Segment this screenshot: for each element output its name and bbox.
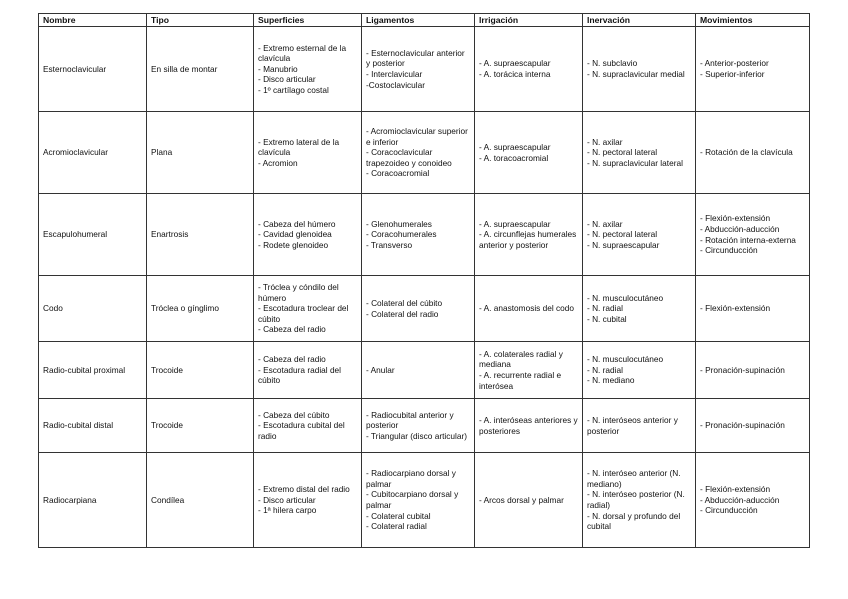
cell-line: - Cabeza del húmero (258, 218, 336, 229)
cell-line: - N. pectoral lateral (587, 229, 658, 240)
cell-line: - Anterior-posterior (700, 58, 769, 69)
cell-ligamentos (362, 27, 475, 112)
cell-movimientos (696, 112, 810, 194)
cell-line: - Disco articular (258, 74, 316, 85)
cell-line: - 1º cartílago costal (258, 84, 329, 95)
cell-superficies (254, 453, 362, 548)
cell-tipo: En silla de montar (147, 27, 254, 112)
cell-line: - Triangular (disco articular) (366, 430, 467, 441)
cell-irrigacion (475, 453, 583, 548)
cell-irrigacion (475, 342, 583, 399)
cell-irrigacion (475, 194, 583, 276)
cell-irrigacion (475, 112, 583, 194)
cell-superficies (254, 399, 362, 453)
cell-line: - Extremo lateral de la clavícula (258, 136, 340, 158)
cell-line: - N. pectoral lateral (587, 147, 658, 158)
cell-tipo: Tróclea o gínglimo (147, 276, 254, 342)
cell-line: - Coracoclavicular trapezoideo y conoideo (366, 147, 452, 168)
cell-irrigacion (475, 276, 583, 342)
cell-line: - N. interóseo anterior (N. mediano) (587, 468, 681, 489)
cell-nombre: Radio-cubital proximal (39, 342, 147, 399)
table-row (39, 453, 810, 548)
cell-ligamentos (362, 399, 475, 453)
cell-ligamentos (362, 112, 475, 194)
cell-line: - N. interóseos anterior y posterior (587, 414, 678, 436)
cell-movimientos (696, 399, 810, 453)
cell-line: - Rotación interna-externa (700, 234, 796, 245)
cell-line: - A. recurrente radial e interósea (479, 370, 562, 391)
cell-line: - Coracohumerales (366, 229, 437, 240)
cell-irrigacion (475, 27, 583, 112)
cell-line: - Rotación de la clavícula (700, 147, 793, 158)
cell-line: - A. supraescapular (479, 218, 551, 229)
cell-line: - Acromion (258, 157, 298, 168)
cell-line: - N. cubital (587, 313, 627, 324)
cell-ligamentos (362, 276, 475, 342)
cell-inervacion (583, 112, 696, 194)
cell-line: - Colateral del radio (366, 308, 439, 319)
cell-superficies (254, 276, 362, 342)
cell-line: - Pronación-supinación (700, 420, 785, 431)
cell-line: - Colateral del cúbito (366, 297, 443, 308)
cell-nombre: Esternoclavicular (39, 27, 147, 112)
cell-line: - Radiocubital anterior y posterior (366, 409, 454, 431)
cell-line: - N. supraclavicular lateral (587, 157, 683, 168)
cell-nombre: Escapulohumeral (39, 194, 147, 276)
cell-line: - Cavidad glenoidea (258, 229, 332, 240)
cell-line: -Costoclavicular (366, 79, 426, 90)
table-body (39, 27, 810, 548)
cell-tipo: Enartrosis (147, 194, 254, 276)
cell-superficies (254, 112, 362, 194)
cell-line: - Cabeza del radio (258, 354, 326, 365)
cell-tipo: Trocoide (147, 399, 254, 453)
cell-inervacion (583, 342, 696, 399)
cell-inervacion (583, 399, 696, 453)
table-row (39, 342, 810, 399)
cell-tipo: Plana (147, 112, 254, 194)
cell-line: - N. musculocutáneo (587, 292, 664, 303)
cell-superficies (254, 194, 362, 276)
cell-inervacion (583, 194, 696, 276)
cell-line: - Flexión-extensión (700, 303, 771, 314)
cell-line: - N. axilar (587, 136, 623, 147)
cell-line: - Arcos dorsal y palmar (479, 494, 564, 505)
cell-movimientos (696, 27, 810, 112)
cell-line: - N. interóseo posterior (N. radial) (587, 489, 685, 510)
cell-line: - A. circunflejas humerales anterior y posterior (479, 229, 577, 250)
cell-superficies (254, 27, 362, 112)
table-row (39, 27, 810, 112)
cell-line: - N. musculocutáneo (587, 354, 664, 365)
cell-line: - Acromioclavicular superior e inferior (366, 126, 468, 147)
table-row (39, 112, 810, 194)
cell-line: - Anular (366, 364, 395, 375)
header-inervacion: Inervación (583, 14, 696, 27)
table-row (39, 194, 810, 276)
cell-line: - Transverso (366, 239, 413, 250)
cell-line: - N. axilar (587, 218, 623, 229)
cell-line: - Cabeza del radio (258, 324, 326, 335)
cell-ligamentos (362, 453, 475, 548)
cell-line: - Extremo distal del radio (258, 484, 350, 495)
header-row (39, 14, 810, 27)
header-movimientos: Movimientos (696, 14, 810, 27)
cell-nombre: Codo (39, 276, 147, 342)
cell-line: - Manubrio (258, 63, 298, 74)
cell-line: - A. supraescapular (479, 58, 551, 69)
cell-movimientos (696, 453, 810, 548)
cell-inervacion (583, 453, 696, 548)
cell-nombre: Acromioclavicular (39, 112, 147, 194)
cell-line: - Superior-inferior (700, 69, 765, 79)
cell-line: - Abducción-aducción (700, 223, 780, 234)
cell-line: - Rodete glenoideo (258, 239, 329, 250)
cell-nombre: Radio-cubital distal (39, 399, 147, 453)
header-ligamentos: Ligamentos (362, 14, 475, 27)
cell-line: - Escotadura radial del cúbito (258, 364, 342, 386)
header-irrigacion: Irrigación (475, 14, 583, 27)
cell-inervacion (583, 27, 696, 112)
cell-line: - Glenohumerales (366, 218, 432, 229)
cell-superficies (254, 342, 362, 399)
cell-line: - Disco articular (258, 494, 316, 505)
cell-line: - Cabeza del cúbito (258, 409, 330, 420)
cell-line: - Interclavicular (366, 69, 423, 79)
header-superficies: Superficies (254, 14, 362, 27)
cell-tipo: Condílea (147, 453, 254, 548)
cell-line: - Esternoclavicular anterior y posterior (366, 47, 465, 69)
cell-line: - 1ª hilera carpo (258, 505, 317, 516)
table-row (39, 399, 810, 453)
cell-line: - A. interóseas anteriores y posteriores (479, 414, 578, 436)
table-header (39, 14, 810, 27)
table-row (39, 276, 810, 342)
cell-line: - Colateral radial (366, 521, 427, 532)
cell-line: - Escotadura troclear del cúbito (258, 303, 349, 324)
cell-line: - N. supraescapular (587, 239, 660, 250)
cell-line: - N. mediano (587, 375, 635, 386)
header-tipo: Tipo (147, 14, 254, 27)
cell-ligamentos (362, 194, 475, 276)
cell-line: - Escotadura cubital del radio (258, 420, 345, 441)
cell-movimientos (696, 342, 810, 399)
cell-line: - A. colaterales radial y mediana (479, 348, 563, 370)
cell-line: - Flexión-extensión (700, 213, 771, 224)
cell-line: - Circunducción (700, 505, 758, 516)
cell-ligamentos (362, 342, 475, 399)
cell-line: - N. dorsal y profundo del cubital (587, 510, 681, 532)
cell-line: - Extremo esternal de la clavícula (258, 42, 347, 64)
cell-line: - Radiocarpiano dorsal y palmar (366, 468, 456, 489)
cell-movimientos (696, 194, 810, 276)
cell-inervacion (583, 276, 696, 342)
cell-line: - Abducción-aducción (700, 494, 780, 505)
cell-line: - Colateral cubital (366, 510, 431, 521)
cell-line: - Cubitocarpiano dorsal y palmar (366, 489, 459, 510)
cell-line: - N. supraclavicular medial (587, 69, 685, 79)
cell-line: - Pronación-supinación (700, 364, 785, 375)
cell-irrigacion (475, 399, 583, 453)
cell-tipo: Trocoide (147, 342, 254, 399)
cell-line: - N. subclavio (587, 58, 638, 69)
joints-table (38, 13, 810, 548)
cell-line: - Circunducción (700, 245, 758, 256)
cell-line: - A. supraescapular (479, 141, 551, 152)
header-nombre: Nombre (39, 14, 147, 27)
cell-line: - Tróclea y cóndilo del húmero (258, 282, 339, 303)
cell-movimientos (696, 276, 810, 342)
cell-line: - Coracoacromial (366, 168, 430, 179)
cell-line: - N. radial (587, 364, 623, 375)
cell-line: - N. radial (587, 303, 623, 314)
cell-line: - A. anastomosis del codo (479, 303, 575, 314)
cell-line: - Flexión-extensión (700, 484, 771, 495)
cell-line: - A. toracoacromial (479, 152, 549, 163)
cell-nombre: Radiocarpiana (39, 453, 147, 548)
cell-line: - A. torácica interna (479, 69, 551, 79)
